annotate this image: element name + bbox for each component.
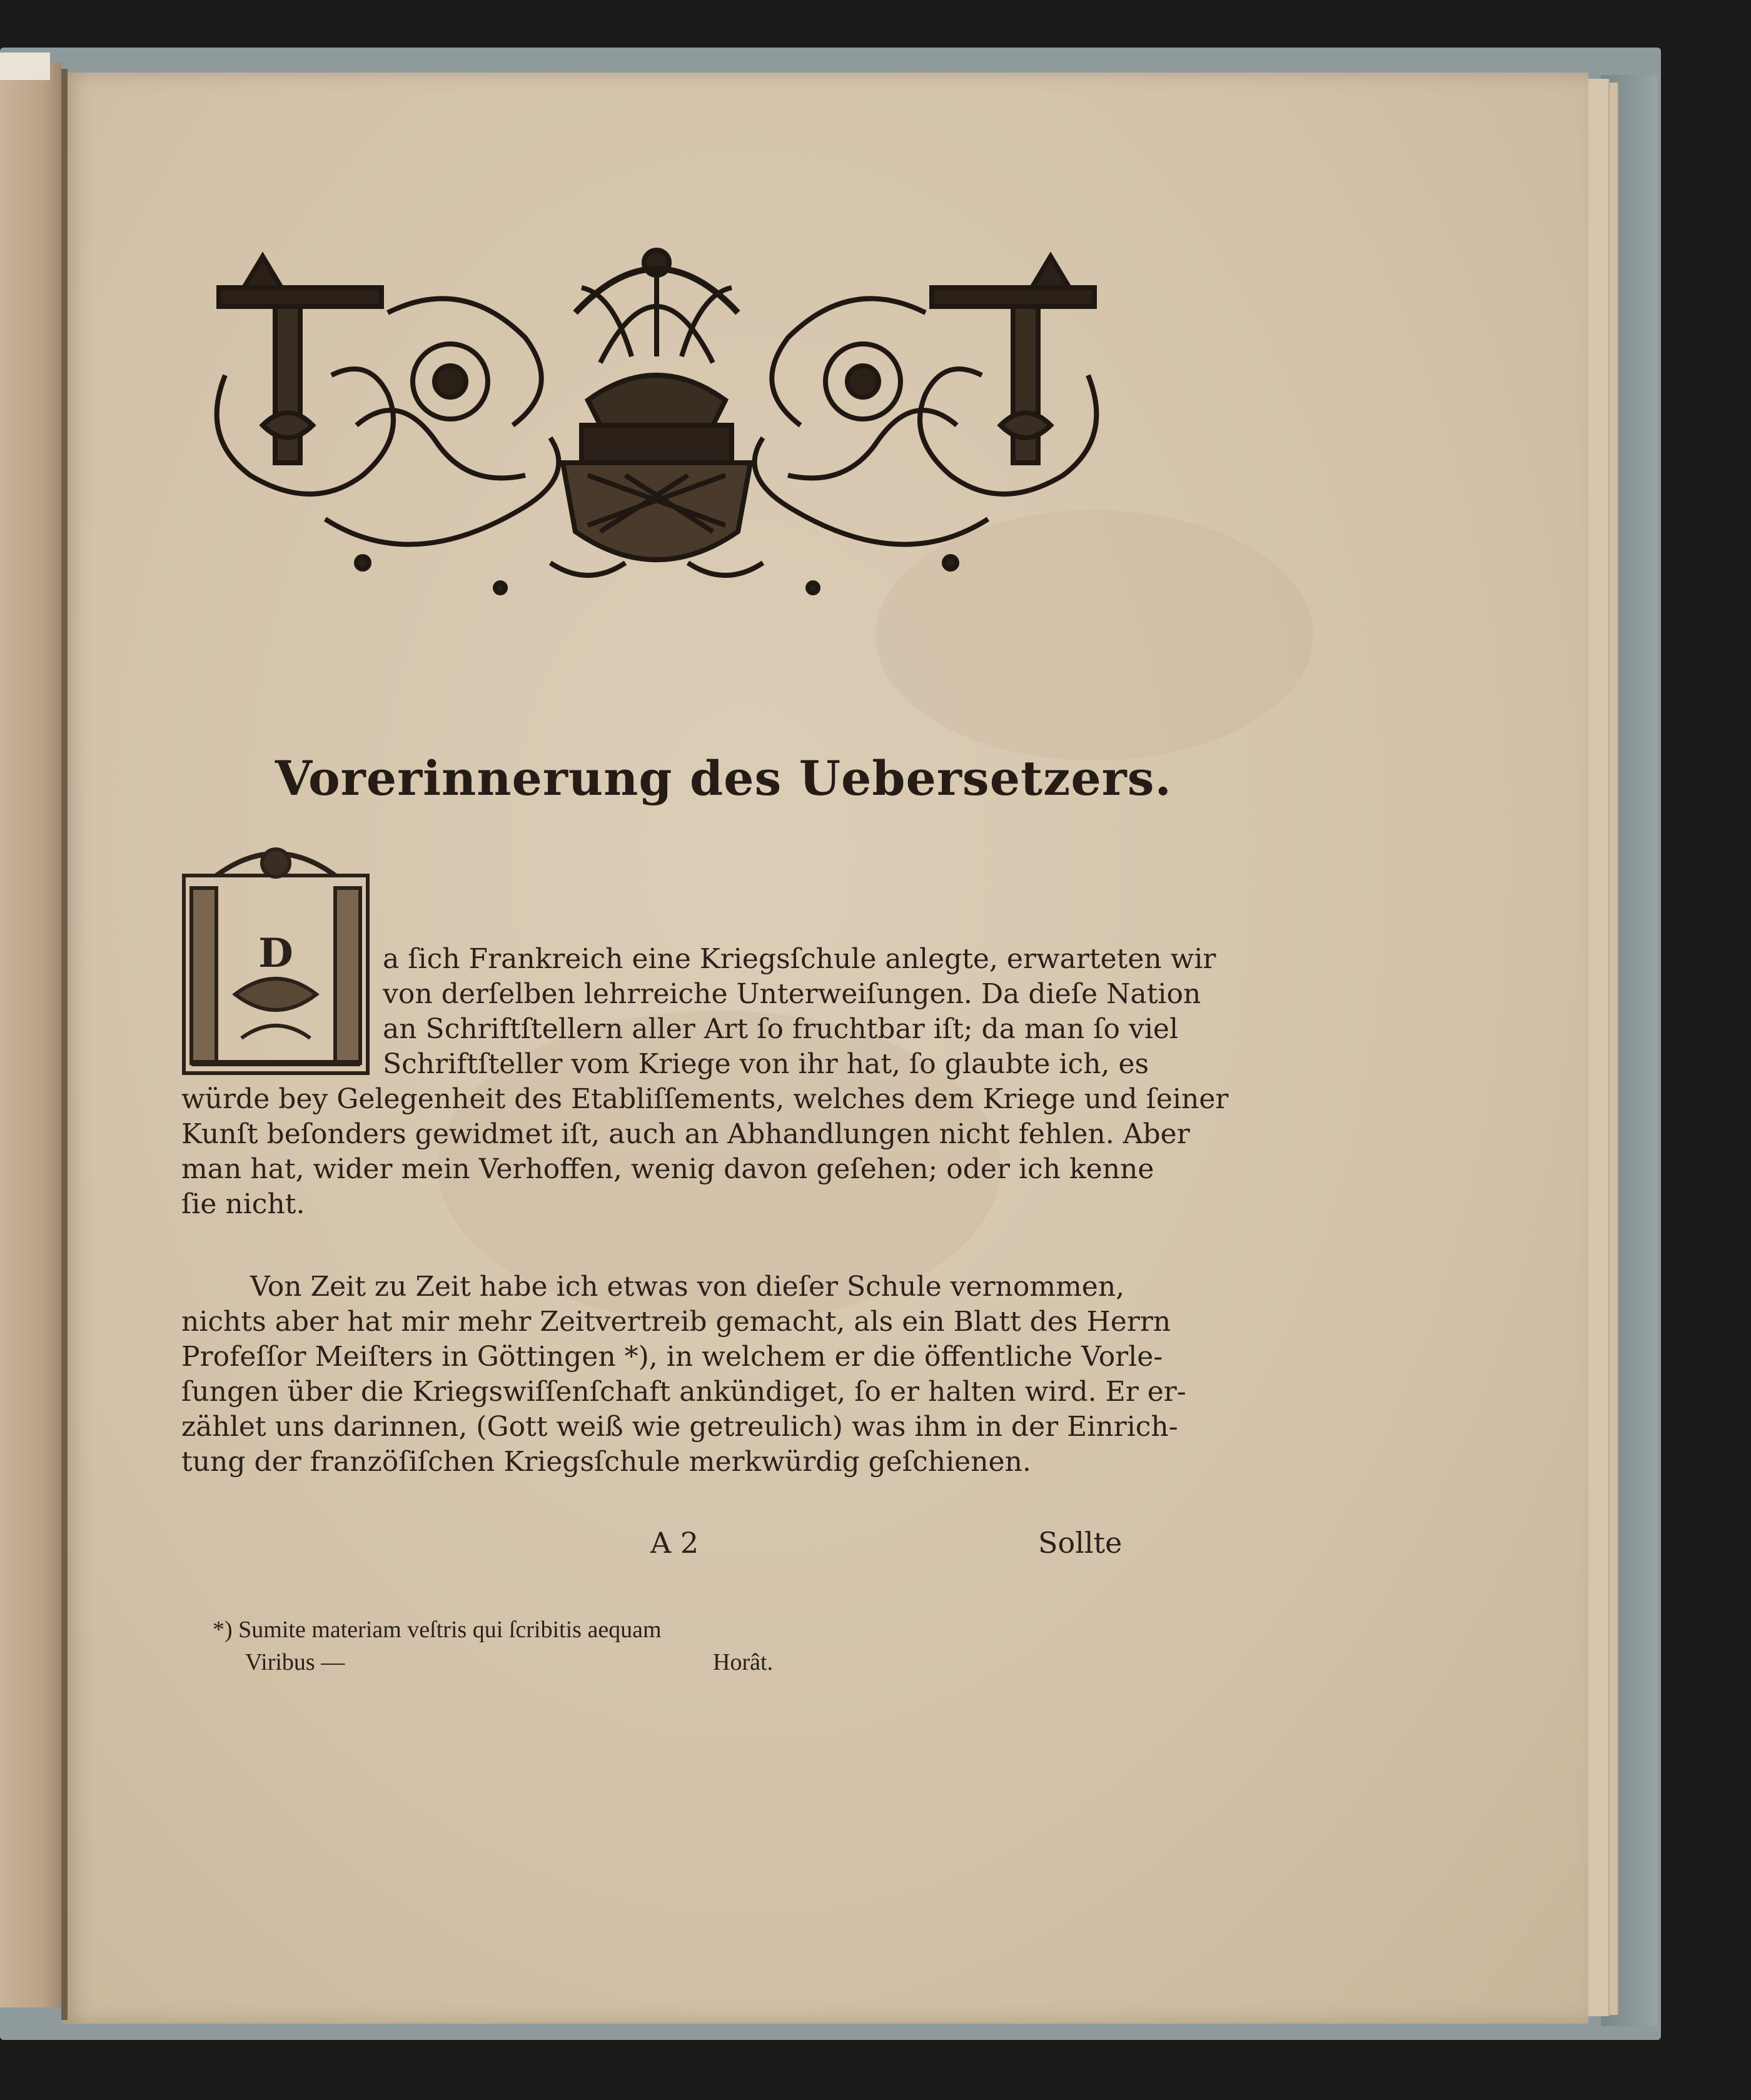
paragraph-2-line: zählet uns darinnen, (Gott weiß wie getreulich) was ihm in der Einrich-	[181, 1411, 1178, 1443]
signature-mark: A 2	[650, 1526, 699, 1560]
paragraph-2-line: Von Zeit zu Zeit habe ich etwas von dieſer Schule vernommen,	[250, 1271, 1125, 1303]
ornament-graphic	[200, 238, 1113, 625]
headpiece-ornament	[200, 238, 1113, 625]
paragraph-1-line: von derſelben lehrreiche Unterweiſungen. Da dieſe Nation	[383, 978, 1201, 1010]
initial-letter: D	[254, 932, 298, 976]
paragraph-1-line: an Schriftſtellern aller Art ſo fruchtbar iſt; da man ſo viel	[383, 1013, 1179, 1045]
paragraph-2-line: ſungen über die Kriegswiſſenſchaft ankündiget, ſo er halten wird. Er er-	[181, 1376, 1186, 1408]
catchword: Sollte	[1038, 1526, 1123, 1560]
paragraph-2-line: nichts aber hat mir mehr Zeitvertreib gemacht, als ein Blatt des Herrn	[181, 1306, 1171, 1338]
decorated-initial	[179, 838, 373, 1079]
footnote-line: *) Sumite materiam veſtris qui ſcribitis aequam	[213, 1617, 662, 1643]
gutter	[61, 69, 68, 2020]
footnote-attribution-right: Horât.	[713, 1649, 774, 1675]
footnote-attribution-left: Viribus —	[245, 1649, 345, 1675]
paragraph-1-line: a ſich Frankreich eine Kriegsſchule anlegte, erwarteten wir	[383, 943, 1216, 975]
paragraph-1-line: man hat, wider mein Verhoffen, wenig davon geſehen; oder ich kenne	[181, 1153, 1154, 1185]
paragraph-1-line: Kunſt beſonders gewidmet iſt, auch an Abhandlungen nicht fehlen. Aber	[181, 1118, 1190, 1150]
paragraph-1-line: ſie nicht.	[181, 1188, 305, 1220]
page-title: Vorerinnerung des Uebersetzers.	[275, 750, 1172, 806]
paragraph-1-line: Schriftſteller vom Kriege von ihr hat, ſo glaubte ich, es	[383, 1048, 1149, 1080]
paragraph-2-line: Profeſſor Meiſters in Göttingen *), in welchem er die öffentliche Vorle-	[181, 1341, 1163, 1373]
left-page-strip	[0, 53, 50, 80]
paragraph-1-line: würde bey Gelegenheit des Etabliſſements, welches dem Kriege und ſeiner	[181, 1083, 1229, 1115]
paragraph-2-line: tung der franzöſiſchen Kriegsſchule merkwürdig geſchienen.	[181, 1446, 1031, 1478]
left-page-edge	[0, 63, 61, 2007]
